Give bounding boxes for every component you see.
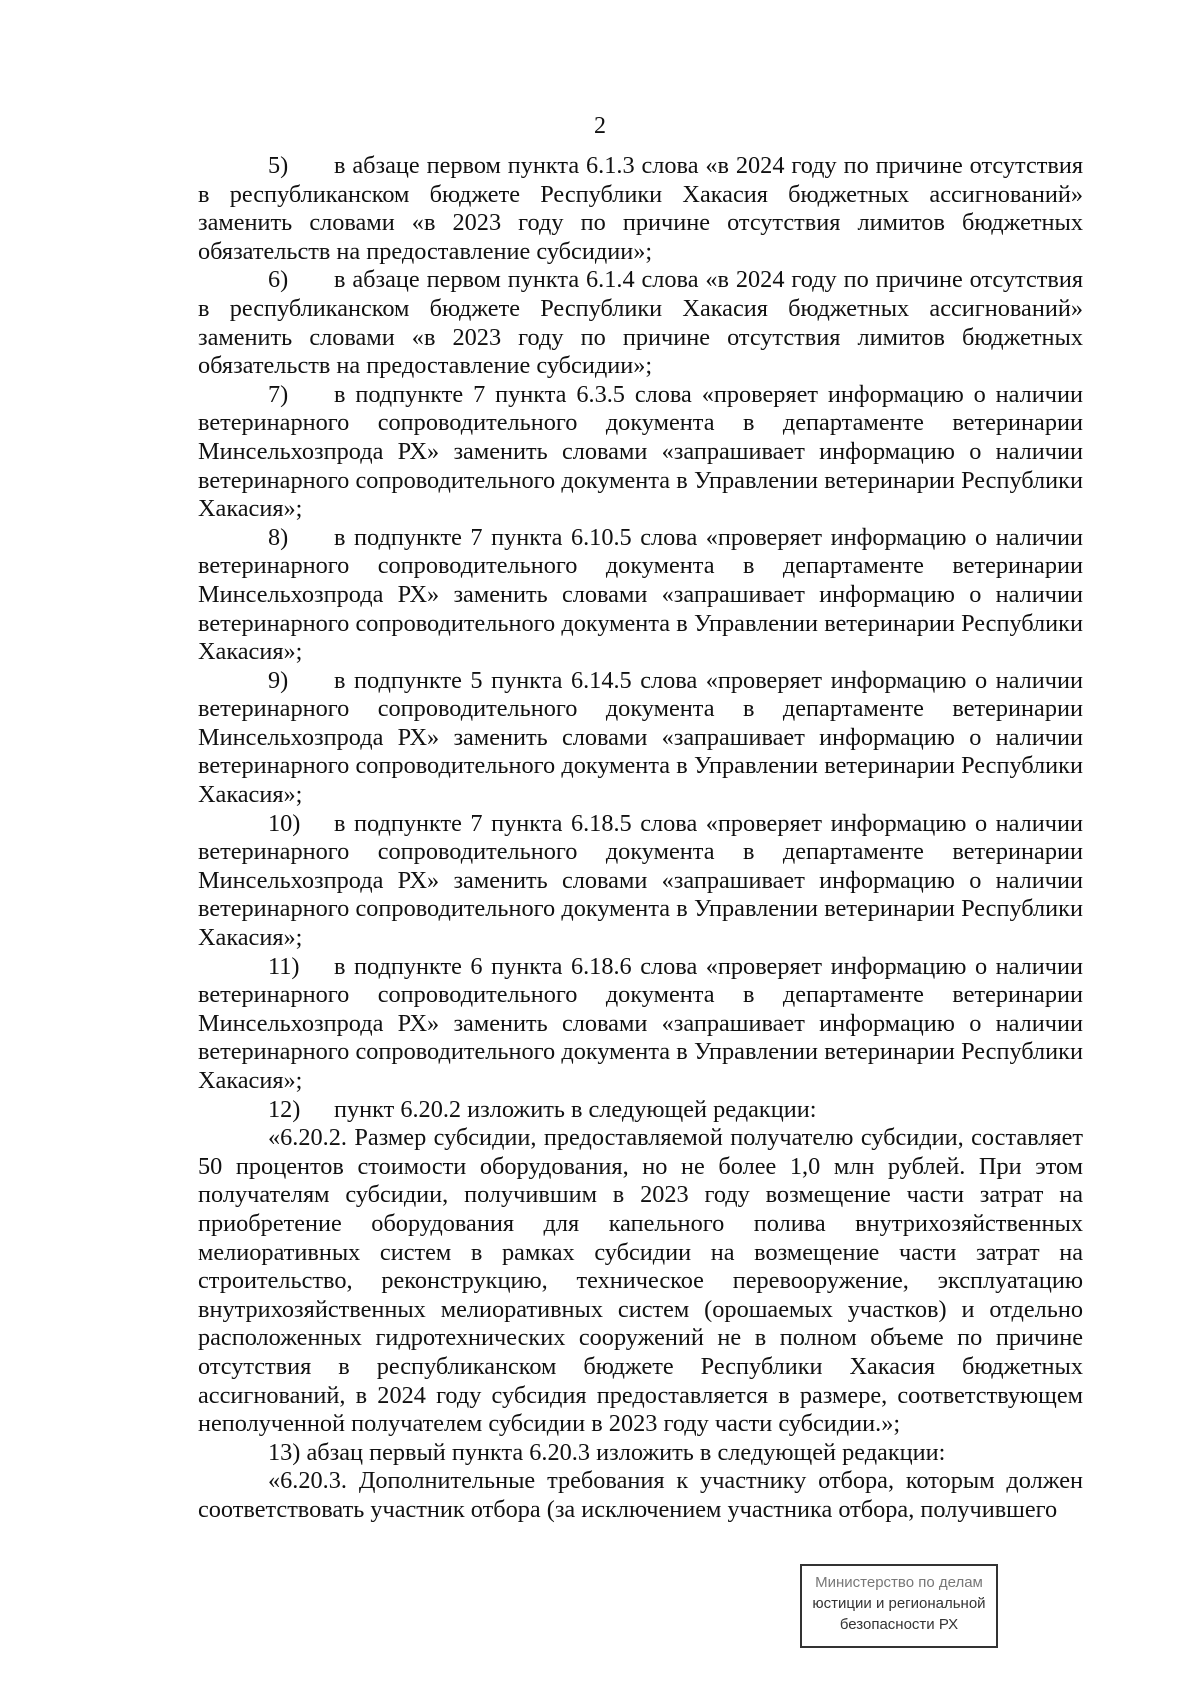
paragraph-text: в абзаце первом пункта 6.1.3 слова «в 2024 году по причине отсутствия в республиканском бюджете Республики Хакасия бюджетных ассигнований» заменить словами «в 2023 году по причине отсутствия лимитов бюджетных обязательств на предоставление субсидии»; [198,152,1083,265]
paragraph-text: пункт 6.20.2 изложить в следующей редакции: [334,1095,817,1123]
stamp-line: безопасности РХ [839,1616,959,1633]
paragraph-item-5 [198,152,1083,266]
item-number: 6) [268,266,289,294]
quoted-clause-6-20-3: «6.20.3. Дополнительные требования к участнику отбора, которым должен соответствовать участник отбора (за исключением участника отбора, получившего [198,1467,1083,1523]
paragraph-item-7 [198,381,1083,524]
paragraph-text: в абзаце первом пункта 6.1.4 слова «в 2024 году по причине отсутствия в республиканском бюджете Республики Хакасия бюджетных ассигнований» заменить словами «в 2023 году по причине отсутствия лимитов бюджетных обязательств на предоставление субсидии»; [198,266,1083,380]
quoted-clause-6-20-2: «6.20.2. Размер субсидии, предоставляемой получателю субсидии, составляет 50 процентов стоимости оборудования, но не более 1,0 млн рублей. При этом получателям субсидии, получившим в 2023 году возмещение части затрат на приобретение оборудования для капельного полива внутрихозяйственных мелиоративных систем в рамках субсидии на возмещение части затрат на строительство, реконструкцию, техническое перевооружение, эксплуатацию внутрихозяйственных мелиоративных систем (орошаемых участков) и отдельно расположенных гидротехнических сооружений не в полном объеме по причине отсутствия в республиканском бюджете Республики Хакасия бюджетных ассигнований, в 2024 году субсидия предоставляется в размере, соответствующем неполученной получателем субсидии в 2023 году части субсидии.»; [198,1124,1083,1438]
item-number: 5) [268,152,289,179]
paragraph-text: в подпункте 6 пункта 6.18.6 слова «проверяет информацию о наличии ветеринарного сопроводительного документа в департаменте ветеринарии Минсельхозпрода РХ» заменить словами «запрашивает информацию о наличии ветеринарного сопроводительного документа в Управлении ветеринарии Республики Хакасия»; [198,952,1083,1094]
document-body [198,152,1083,1525]
paragraph-text: в подпункте 7 пункта 6.3.5 слова «проверяет информацию о наличии ветеринарного сопроводительного документа в департаменте ветеринарии Минсельхозпрода РХ» заменить словами «запрашивает информацию о наличии ветеринарного сопроводительного документа в Управлении ветеринарии Республики Хакасия»; [198,380,1083,523]
paragraph-text: в подпункте 7 пункта 6.10.5 слова «проверяет информацию о наличии ветеринарного сопроводительного документа в департаменте ветеринарии Минсельхозпрода РХ» заменить словами «запрашивает информацию о наличии ветеринарного сопроводительного документа в Управлении ветеринарии Республики Хакасия»; [198,523,1083,666]
paragraph-text: в подпункте 7 пункта 6.18.5 слова «проверяет информацию о наличии ветеринарного сопроводительного документа в департаменте ветеринарии Минсельхозпрода РХ» заменить словами «запрашивает информацию о наличии ветеринарного сопроводительного документа в Управлении ветеринарии Республики Хакасия»; [198,809,1083,952]
item-number: 7) [268,380,289,408]
item-number: 11) [268,952,300,980]
paragraph-item-12 [198,1096,1083,1125]
stamp-line: юстиции и региональной [812,1595,986,1612]
paragraph-item-8 [198,524,1083,667]
item-number: 8) [268,523,289,551]
paragraph-item-10 [198,810,1083,953]
item-number: 12) [268,1095,301,1123]
item-number: 10) [268,809,301,837]
paragraph-text: в подпункте 5 пункта 6.14.5 слова «проверяет информацию о наличии ветеринарного сопроводительного документа в департаменте ветеринарии Минсельхозпрода РХ» заменить словами «запрашивает информацию о наличии ветеринарного сопроводительного документа в Управлении ветеринарии Республики Хакасия»; [198,666,1083,809]
item-number: 9) [268,666,289,694]
ministry-stamp [800,1564,998,1648]
paragraph-item-6 [198,266,1083,380]
paragraph-item-11 [198,953,1083,1096]
page-number: 2 [594,113,606,139]
paragraph-item-9 [198,667,1083,810]
paragraph-item-13: 13) абзац первый пункта 6.20.3 изложить в следующей редакции: [268,1438,946,1466]
stamp-line: Министерство по делам [815,1574,983,1591]
